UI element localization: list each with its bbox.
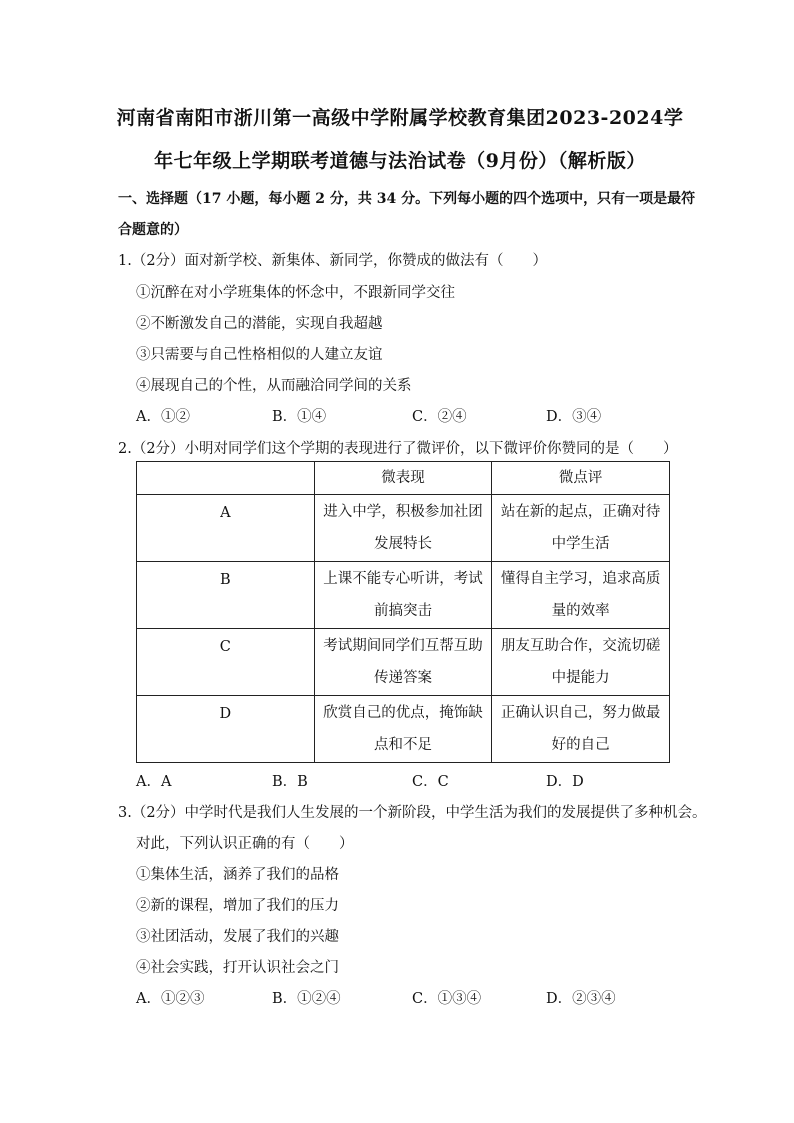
q1-option-a: A．①② [136,409,190,425]
q2-option-c: C．C [412,774,449,790]
section-heading-line-1: 一、选择题（17 小题，每小题 2 分，共 34 分。下列每小题的四个选项中，只有一项是最符 [118,191,696,207]
q3-option-b: B．①②④ [272,991,341,1007]
q1-option-b: B．①④ [272,409,327,425]
table-cell: 朋友互助合作，交流切磋中提能力 [492,629,670,696]
q3-stem-line-2: 对此，下列认识正确的有（ ） [136,836,354,852]
table-cell: 站在新的起点，正确对待中学生活 [492,495,670,562]
table-cell: 考试期间同学们互帮互助传递答案 [314,629,492,696]
table-cell: 上课不能专心听讲，考试前搞突击 [314,562,492,629]
q3-option-a: A．①②③ [136,991,205,1007]
q3-item-4: ④社会实践，打开认识社会之门 [136,960,339,976]
q3-item-1: ①集体生活，涵养了我们的品格 [136,867,339,883]
table-row [137,629,670,696]
q2-option-b: B．B [272,774,308,790]
table-cell: 懂得自主学习，追求高质量的效率 [492,562,670,629]
q1-item-3: ③只需要与自己性格相似的人建立友谊 [136,347,383,363]
q3-option-c: C．①③④ [412,991,482,1007]
table-row [137,562,670,629]
q3-item-3: ③社团活动，发展了我们的兴趣 [136,929,339,945]
table-header-cell [137,462,315,495]
q3-stem-line-1: 3.（2分）中学时代是我们人生发展的一个新阶段，中学生活为我们的发展提供了多种机会。 [118,805,707,821]
q1-item-1: ①沉醉在对小学班集体的怀念中，不跟新同学交往 [136,285,455,301]
document-title-line-1: 河南省南阳市浙川第一高级中学附属学校教育集团2023-2024学 [116,107,684,129]
table-header-row [137,462,670,495]
q1-stem: 1.（2分）面对新学校、新集体、新同学，你赞成的做法有（ ） [118,253,548,269]
q2-stem: 2.（2分）小明对同学们这个学期的表现进行了微评价，以下微评价你赞同的是（ ） [118,441,678,457]
q1-option-c: C．②④ [412,409,467,425]
table-header-cell: 微点评 [492,462,670,495]
table-cell-label: A [137,495,315,562]
table-cell: 正确认识自己，努力做最好的自己 [492,696,670,763]
table-row [137,696,670,763]
section-heading-line-2: 合题意的） [118,222,188,238]
q1-item-2: ②不断激发自己的潜能，实现自我超越 [136,316,383,332]
q1-item-4: ④展现自己的个性，从而融洽同学间的关系 [136,378,412,394]
document-title-line-2: 年七年级上学期联考道德与法治试卷（9月份）（解析版） [154,150,646,172]
table-cell-label: D [137,696,315,763]
table-cell-label: C [137,629,315,696]
table-cell-label: B [137,562,315,629]
q2-option-d: D．D [546,774,584,790]
q3-item-2: ②新的课程，增加了我们的压力 [136,898,339,914]
table-header-cell: 微表现 [314,462,492,495]
q2-option-a: A．A [136,774,172,790]
q2-evaluation-table [136,461,670,763]
q3-option-d: D．②③④ [546,991,616,1007]
table-cell: 进入中学，积极参加社团发展特长 [314,495,492,562]
q1-option-d: D．③④ [546,409,602,425]
table-row [137,495,670,562]
table-cell: 欣赏自己的优点，掩饰缺点和不足 [314,696,492,763]
